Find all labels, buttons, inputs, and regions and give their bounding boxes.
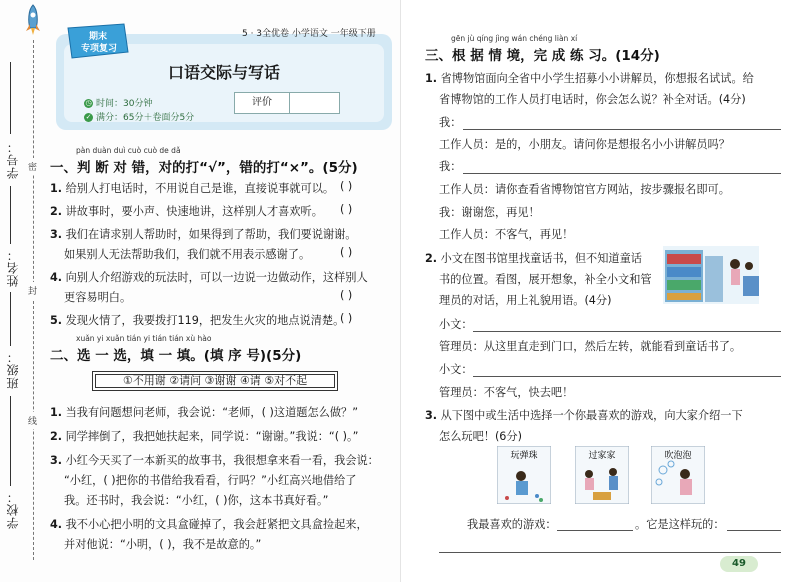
game-bubbles-picture — [651, 446, 705, 504]
s2-item-4: 4. 我不小心把小明的文具盒碰掉了，我会赶紧把文具盒捡起来， — [50, 518, 368, 531]
section2-pinyin: xuǎn yi xuǎn tián yi tián tián xù hào — [76, 334, 212, 343]
q2-line3: 理员的对话，用上礼貌用语。(4分) — [439, 294, 612, 307]
binding-dashed-line — [33, 40, 34, 560]
game-label-3: 吹泡泡 — [664, 451, 692, 461]
q3-game-answer-line[interactable] — [557, 530, 633, 531]
time-limit: ◷ 时间：30分钟 — [85, 99, 153, 109]
section2-title: 二、选 一 选，填 一 填。(填 序 号)(5分) — [50, 348, 302, 364]
badge-line2: 专项复习 — [80, 44, 118, 54]
q1-me2-answer-line[interactable] — [463, 173, 781, 174]
right-page — [400, 0, 800, 582]
s2-item-2: 2. 同学摔倒了，我把她扶起来，同学说：“谢谢。”我说：“( )。” — [50, 430, 359, 443]
s2-item-4-cont: 并对他说：“小明，( )，我不是故意的。” — [64, 538, 262, 551]
q3-line2: 怎么玩吧！(6分) — [439, 430, 522, 443]
section1-title: 一、判 断 对 错，对的打“√”，错的打“×”。(5分) — [50, 160, 358, 176]
s2-item-1: 1. 当我有问题想问老师，我会说：“老师，( )这道题怎么做？” — [50, 406, 358, 419]
q2-xw2-answer-line[interactable] — [473, 376, 781, 377]
s1-answer-3[interactable]: ( ) — [340, 246, 353, 259]
section3-pinyin: gēn jù qíng jìng wán chéng liàn xí — [451, 34, 578, 43]
clock-icon: ◷ — [85, 99, 92, 107]
library-illustration — [663, 246, 759, 304]
rocket-icon — [23, 4, 43, 36]
full-score: ✓ 满分：65分＋卷面分5分 — [85, 113, 195, 123]
q2-gly1: 管理员：从这里直走到门口，然后左转，就能看到童话书了。 — [439, 340, 742, 353]
options-box — [92, 371, 338, 391]
page-number: 49 — [720, 556, 758, 572]
s1-item-4: 4. 向别人介绍游戏的玩法时，可以一边说一边做动作，这样别人 — [50, 271, 368, 284]
page-title: 口语交际与写话 — [167, 63, 280, 82]
q3-howto-answer-line[interactable] — [727, 530, 781, 531]
q1-me1-label: 我： — [439, 116, 462, 129]
s1-answer-1[interactable]: ( ) — [340, 180, 353, 193]
q1-me1-answer-line[interactable] — [463, 129, 781, 130]
q1-line1: 1. 省博物馆面向全省中小学生招募小小讲解员，你想报名试试。给 — [425, 72, 754, 85]
q2-line2: 书的位置。看图，展开想象，补全小文和管 — [439, 273, 652, 286]
series-info: 5 · 3全优卷 小学语文 一年级下册 — [242, 29, 376, 39]
q3-line1: 3. 从下图中或生活中选择一个你最喜欢的游戏，向大家介绍一下 — [425, 409, 743, 422]
q3-answer-label-b: 。它是这样玩的： — [635, 518, 725, 531]
score-box — [234, 92, 340, 114]
score-input[interactable] — [290, 93, 339, 113]
game-label-2: 过家家 — [588, 451, 616, 461]
q1-line2: 省博物馆的工作人员打电话时，你会怎么说？补全对话。(4分) — [439, 93, 746, 106]
q1-me2-label: 我： — [439, 160, 462, 173]
binding-mark-mi: 密 — [28, 158, 37, 175]
class-field[interactable] — [10, 292, 11, 346]
s1-answer-4[interactable]: ( ) — [340, 289, 353, 302]
q1-staff1: 工作人员：是的，小朋友。请问你是想报名小小讲解员吗？ — [439, 138, 730, 151]
badge-line1: 期末 — [88, 32, 108, 42]
q2-xw2-label: 小文： — [439, 363, 473, 376]
s1-item-1: 1. 给别人打电话时，不用说自己是谁，直接说事就可以。 — [50, 182, 335, 195]
s1-item-4-cont: 更容易明白。 — [64, 291, 132, 304]
q1-staff2: 工作人员：请你查看省博物馆官方网站，按步骤报名即可。 — [439, 183, 730, 196]
s2-item-3: 3. 小红今天买了一本新买的故事书，我很想拿来看一看，我会说： — [50, 454, 379, 467]
q2-xw1-label: 小文： — [439, 318, 473, 331]
binding-mark-xian: 线 — [28, 412, 37, 429]
school-label: 学校： — [6, 490, 20, 529]
options-text: ①不用谢 ②请问 ③谢谢 ④请 ⑤对不起 — [122, 374, 308, 387]
student-no-label: 学号： — [6, 140, 20, 179]
s1-item-2: 2. 讲故事时，要小声、快速地讲，这样别人才喜欢听。 — [50, 205, 323, 218]
game-label-1: 玩弹珠 — [510, 451, 538, 461]
school-field[interactable] — [10, 396, 11, 486]
s1-item-5: 5. 发现火情了，我要拨打119，把发生火灾的地点说清楚。 — [50, 314, 345, 327]
check-icon: ✓ — [85, 113, 92, 121]
s1-item-3: 3. 我们在请求别人帮助时，如果得到了帮助，我们要说谢谢。 — [50, 228, 357, 241]
q3-howto-answer-line-2[interactable] — [439, 552, 781, 553]
game-house-picture — [575, 446, 629, 504]
name-label: 姓名： — [6, 248, 20, 287]
s2-item-3-cont2: 我。还书时，我会说：“小红，( )你，这本书真好看。” — [64, 494, 329, 507]
s2-item-3-cont1: “小红，( )把你的书借给我看看，行吗？”小红高兴地借给了 — [64, 474, 357, 487]
q1-staff3: 工作人员：不客气，再见！ — [439, 228, 574, 241]
q3-answer-label-a: 我最喜欢的游戏： — [467, 518, 557, 531]
score-label: 评价 — [235, 93, 290, 113]
review-badge — [64, 22, 130, 60]
binding-mark-feng: 封 — [28, 282, 37, 299]
section1-pinyin: pàn duàn duì cuò cuò de dǎ — [76, 146, 181, 155]
class-label: 班级： — [6, 350, 20, 389]
binding-strip — [0, 0, 44, 582]
s1-answer-5[interactable]: ( ) — [340, 312, 353, 325]
s1-answer-2[interactable]: ( ) — [340, 203, 353, 216]
section3-title: 三、根 据 情 境，完 成 练 习。(14分) — [425, 48, 660, 64]
q2-line1: 2. 小文在图书馆里找童话书，但不知道童话 — [425, 252, 642, 265]
name-field[interactable] — [10, 186, 11, 244]
q2-xw1-answer-line[interactable] — [473, 331, 781, 332]
q1-me3: 我：谢谢您，再见！ — [439, 206, 540, 219]
q2-gly2: 管理员：不客气，快去吧！ — [439, 386, 574, 399]
student-no-field[interactable] — [10, 62, 11, 134]
s1-item-3-cont: 如果别人无法帮助我们，我们就不用表示感谢了。 — [64, 248, 311, 261]
game-marbles-picture — [497, 446, 551, 504]
